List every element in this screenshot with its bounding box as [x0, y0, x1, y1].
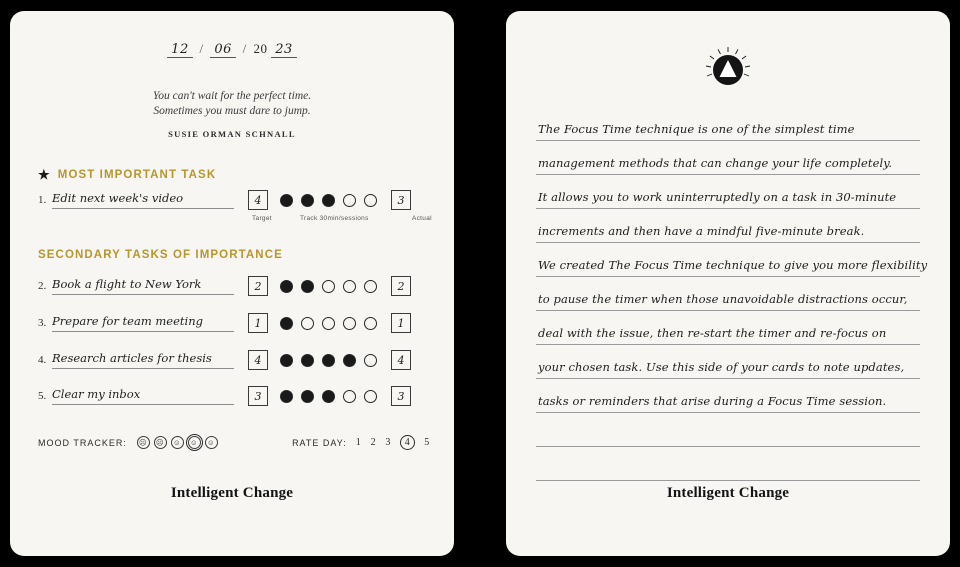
- session-dots[interactable]: [280, 194, 377, 207]
- session-dot[interactable]: [280, 390, 293, 403]
- note-line-text: tasks or reminders that arise during a Focus Time session.: [538, 394, 887, 408]
- date-year-prefix: 20: [253, 41, 268, 56]
- table-row[interactable]: [38, 187, 428, 213]
- label-target: Target: [252, 215, 272, 222]
- session-dots[interactable]: [280, 390, 377, 403]
- session-dot[interactable]: [343, 354, 356, 367]
- session-dot[interactable]: [301, 354, 314, 367]
- rate-day-label: RATE DAY:: [292, 437, 347, 448]
- quote-text: [10, 89, 454, 119]
- task-target-box[interactable]: 3: [248, 386, 268, 406]
- session-dot[interactable]: [343, 194, 356, 207]
- rate-day-option[interactable]: 5: [424, 437, 430, 448]
- mood-face-icon[interactable]: ☺: [205, 436, 218, 449]
- task-number: 2.: [38, 280, 47, 292]
- section-most-important-task: [38, 168, 216, 181]
- mood-face-icon-selected[interactable]: ☺: [188, 436, 201, 449]
- session-dot[interactable]: [364, 317, 377, 330]
- task-actual-box[interactable]: 2: [391, 276, 411, 296]
- note-line[interactable]: [536, 141, 920, 175]
- date-sep-2: /: [242, 41, 247, 56]
- rate-day-option[interactable]: 2: [370, 437, 377, 448]
- session-dot[interactable]: [364, 194, 377, 207]
- note-line[interactable]: [536, 107, 920, 141]
- mood-face-group[interactable]: [137, 436, 218, 449]
- table-row[interactable]: [38, 310, 428, 336]
- session-dot[interactable]: [364, 354, 377, 367]
- note-line-text: deal with the issue, then re-start the timer and re-focus on: [538, 326, 887, 340]
- session-dot[interactable]: [280, 194, 293, 207]
- note-line[interactable]: [536, 379, 920, 413]
- task-target-box[interactable]: 4: [248, 350, 268, 370]
- note-line-text: It allows you to work uninterruptedly on a task in 30-minute: [538, 190, 897, 204]
- table-row[interactable]: [38, 273, 428, 299]
- task-actual-box[interactable]: 1: [391, 313, 411, 333]
- rate-day-option[interactable]: 1: [355, 437, 362, 448]
- task-number: 5.: [38, 390, 47, 402]
- sun-pyramid-logo-icon: [705, 47, 751, 93]
- quote-author: SUSIE ORMAN SCHNALL: [168, 129, 296, 139]
- section-mit-label: MOST IMPORTANT TASK: [57, 168, 217, 181]
- task-actual-box[interactable]: 4: [391, 350, 411, 370]
- session-dot[interactable]: [301, 194, 314, 207]
- task-text-input[interactable]: Clear my inbox: [52, 387, 234, 405]
- session-dots[interactable]: [280, 354, 377, 367]
- section-secondary-tasks: [38, 249, 283, 261]
- mood-face-icon[interactable]: ☹: [137, 436, 150, 449]
- label-track: Track 30min/sessions: [300, 215, 369, 222]
- task-target-box[interactable]: 2: [248, 276, 268, 296]
- task-text-input[interactable]: Book a flight to New York: [52, 277, 234, 295]
- task-number: 1.: [38, 194, 47, 206]
- footer-controls: [38, 435, 430, 450]
- rate-day-option-selected[interactable]: 4: [400, 435, 415, 450]
- session-dot[interactable]: [322, 194, 335, 207]
- rate-day-group[interactable]: [292, 435, 430, 450]
- mood-face-icon[interactable]: ☺: [171, 436, 184, 449]
- session-dot[interactable]: [364, 390, 377, 403]
- note-line[interactable]: [536, 243, 928, 277]
- session-dot[interactable]: [301, 390, 314, 403]
- session-dot[interactable]: [343, 317, 356, 330]
- task-target-box[interactable]: 1: [248, 313, 268, 333]
- session-dots[interactable]: [280, 317, 377, 330]
- session-dots[interactable]: [280, 280, 377, 293]
- mood-face-icon[interactable]: ☹: [154, 436, 167, 449]
- session-dot[interactable]: [364, 280, 377, 293]
- session-dot[interactable]: [343, 390, 356, 403]
- quote-line-2: Sometimes you must dare to jump.: [153, 105, 311, 117]
- note-line-text: to pause the timer when those unavoidable distractions occur,: [538, 292, 908, 306]
- session-dot[interactable]: [280, 354, 293, 367]
- session-dot[interactable]: [322, 390, 335, 403]
- note-line[interactable]: [536, 345, 920, 379]
- task-number: 4.: [38, 354, 47, 366]
- note-line-text: increments and then have a mindful five-minute break.: [538, 224, 865, 238]
- date-month[interactable]: 06: [210, 42, 236, 58]
- note-line[interactable]: [536, 175, 920, 209]
- session-dot[interactable]: [301, 317, 314, 330]
- session-dot[interactable]: [322, 317, 335, 330]
- task-number: 3.: [38, 317, 47, 329]
- session-dot[interactable]: [322, 280, 335, 293]
- note-line-text: We created The Focus Time technique to give you more flexibility: [538, 258, 928, 272]
- task-text-input[interactable]: Research articles for thesis: [52, 351, 234, 369]
- table-row[interactable]: [38, 347, 428, 373]
- mood-tracker-label: MOOD TRACKER:: [38, 437, 127, 448]
- note-line[interactable]: [536, 311, 920, 345]
- table-row[interactable]: [38, 383, 428, 409]
- task-text-input[interactable]: Prepare for team meeting: [52, 314, 234, 332]
- note-line-text: your chosen task. Use this side of your cards to note updates,: [538, 360, 905, 374]
- date-sep-1: /: [199, 41, 204, 56]
- task-text-input[interactable]: Edit next week's video: [52, 191, 234, 209]
- session-dot[interactable]: [343, 280, 356, 293]
- task-actual-box[interactable]: 3: [391, 190, 411, 210]
- date-year[interactable]: 23: [271, 42, 297, 58]
- note-line[interactable]: [536, 447, 920, 481]
- notes-area[interactable]: [536, 107, 928, 481]
- session-dot[interactable]: [280, 317, 293, 330]
- session-dot[interactable]: [301, 280, 314, 293]
- date-day[interactable]: 12: [167, 42, 193, 58]
- rate-day-option[interactable]: 3: [385, 437, 392, 448]
- right-card: [506, 11, 950, 556]
- task-actual-box[interactable]: 3: [391, 386, 411, 406]
- section-secondary-label: SECONDARY TASKS OF IMPORTANCE: [38, 249, 283, 261]
- session-dot[interactable]: [322, 354, 335, 367]
- task-target-box[interactable]: 4: [248, 190, 268, 210]
- note-line[interactable]: [536, 413, 920, 447]
- note-line[interactable]: [536, 209, 920, 243]
- note-line[interactable]: [536, 277, 920, 311]
- label-actual: Actual: [412, 215, 432, 222]
- star-icon: ★: [38, 167, 51, 182]
- quote-line-1: You can't wait for the perfect time.: [152, 90, 312, 102]
- brand-wordmark: Intelligent Change: [666, 485, 790, 501]
- note-line-text: management methods that can change your life completely.: [538, 156, 893, 170]
- brand-wordmark: Intelligent Change: [170, 485, 294, 501]
- session-dot[interactable]: [280, 280, 293, 293]
- date-field[interactable]: [10, 41, 454, 57]
- note-line-text: The Focus Time technique is one of the simplest time: [538, 122, 855, 136]
- left-card: [10, 11, 454, 556]
